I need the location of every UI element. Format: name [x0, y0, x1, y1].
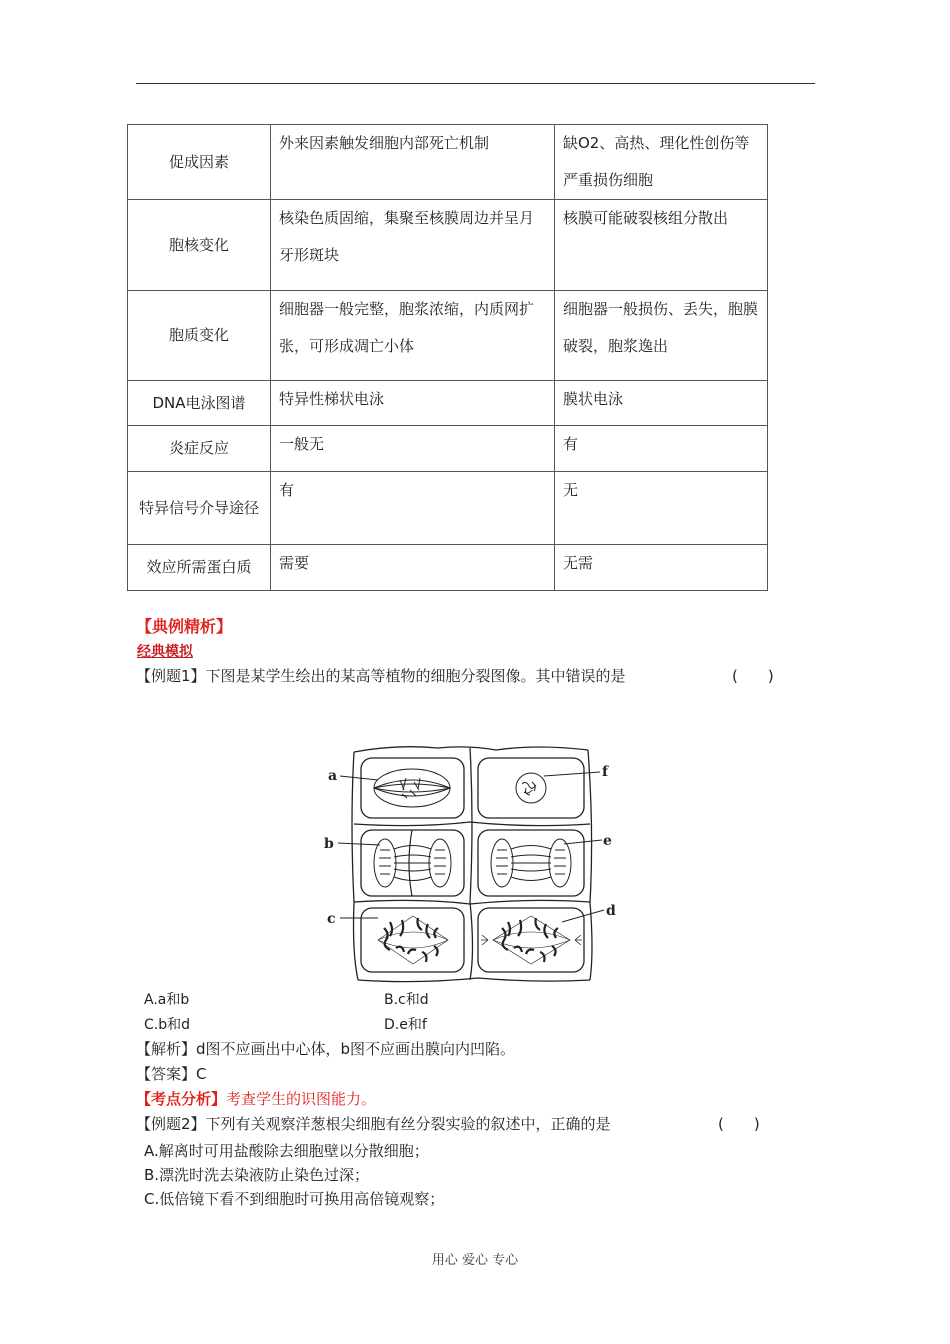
- answer-paren: ( ): [718, 1115, 760, 1133]
- row-label: 胞核变化: [128, 200, 271, 291]
- row-label: 胞质变化: [128, 291, 271, 381]
- row-label: 特异信号介导途径: [128, 472, 271, 545]
- point-analysis-label: 【考点分析】: [136, 1090, 227, 1108]
- cell-c-drawing: [378, 916, 448, 964]
- table-row: [128, 426, 768, 472]
- cell-a-drawing: [374, 769, 450, 807]
- table-row: [128, 381, 768, 426]
- table-cell: 无需: [555, 545, 768, 591]
- option-d: D.e和f: [384, 1017, 427, 1033]
- table-row: [128, 200, 768, 291]
- figure-label-e: e: [603, 833, 612, 849]
- analysis-text: 【解析】d图不应画出中心体，b图不应画出膜向内凹陷。: [136, 1040, 516, 1058]
- figure-label-c: c: [327, 911, 336, 927]
- answer-text: 【答案】C: [136, 1065, 207, 1083]
- table-cell: 缺O2、高热、理化性创伤等严重损伤细胞: [555, 125, 768, 200]
- page-footer: 用心 爱心 专心: [431, 1253, 519, 1268]
- table-cell: 核染色质固缩，集聚至核膜周边并呈月牙形斑块: [271, 200, 555, 291]
- figure-label-b: b: [324, 836, 334, 852]
- table-cell: 特异性梯状电泳: [271, 381, 555, 426]
- point-analysis: [136, 1088, 376, 1110]
- table-cell: 需要: [271, 545, 555, 591]
- table-cell: 有: [555, 426, 768, 472]
- option-a: A.a和b: [144, 992, 190, 1008]
- cell-d-drawing: [481, 916, 582, 964]
- figure-label-d: d: [606, 903, 616, 919]
- table-row: [128, 472, 768, 545]
- table-row: [128, 125, 768, 200]
- option-b: B.漂洗时洗去染液防止染色过深；: [144, 1166, 370, 1184]
- row-label: DNA电泳图谱: [128, 381, 271, 426]
- table-row: [128, 545, 768, 591]
- table-cell: 细胞器一般完整，胞浆浓缩，内质网扩张，可形成凋亡小体: [271, 291, 555, 381]
- figure-label-f: f: [602, 764, 609, 780]
- table-row: [128, 291, 768, 381]
- example2-question: 【例题2】下列有关观察洋葱根尖细胞有丝分裂实验的叙述中，正确的是: [136, 1115, 611, 1133]
- example1-question: 【例题1】下图是某学生绘出的某高等植物的细胞分裂图像。其中错误的是: [136, 667, 626, 685]
- option-b: B.c和d: [384, 992, 429, 1008]
- table-cell: 无: [555, 472, 768, 545]
- subsection-title: 经典模拟: [137, 644, 193, 660]
- row-label: 效应所需蛋白质: [128, 545, 271, 591]
- point-analysis-text: 考查学生的识图能力。: [226, 1090, 377, 1108]
- option-c: C.b和d: [144, 1017, 190, 1033]
- table-cell: 细胞器一般损伤、丢失，胞膜破裂，胞浆逸出: [555, 291, 768, 381]
- table-cell: 核膜可能破裂核组分散出: [555, 200, 768, 291]
- cell-b-drawing: [374, 830, 451, 896]
- table-cell: 膜状电泳: [555, 381, 768, 426]
- label-pointer-lines: [338, 772, 604, 922]
- table-cell: 有: [271, 472, 555, 545]
- option-a: A.解离时可用盐酸除去细胞壁以分散细胞；: [144, 1142, 429, 1160]
- table-cell: 外来因素触发细胞内部死亡机制: [271, 125, 555, 200]
- cell-f-drawing: [516, 773, 546, 803]
- cell-division-figure: [318, 742, 618, 985]
- table-cell: 一般无: [271, 426, 555, 472]
- row-label: 炎症反应: [128, 426, 271, 472]
- cell-e-drawing: [491, 839, 571, 887]
- answer-paren: ( ): [732, 667, 774, 685]
- row-label: 促成因素: [128, 125, 271, 200]
- header-rule: [136, 83, 815, 84]
- figure-label-a: a: [328, 768, 338, 784]
- section-title: 【典例精析】: [136, 617, 233, 636]
- option-c: C.低倍镜下看不到细胞时可换用高倍镜观察；: [144, 1190, 445, 1208]
- comparison-table: [127, 124, 768, 591]
- cell-wall-outlines: [352, 747, 592, 982]
